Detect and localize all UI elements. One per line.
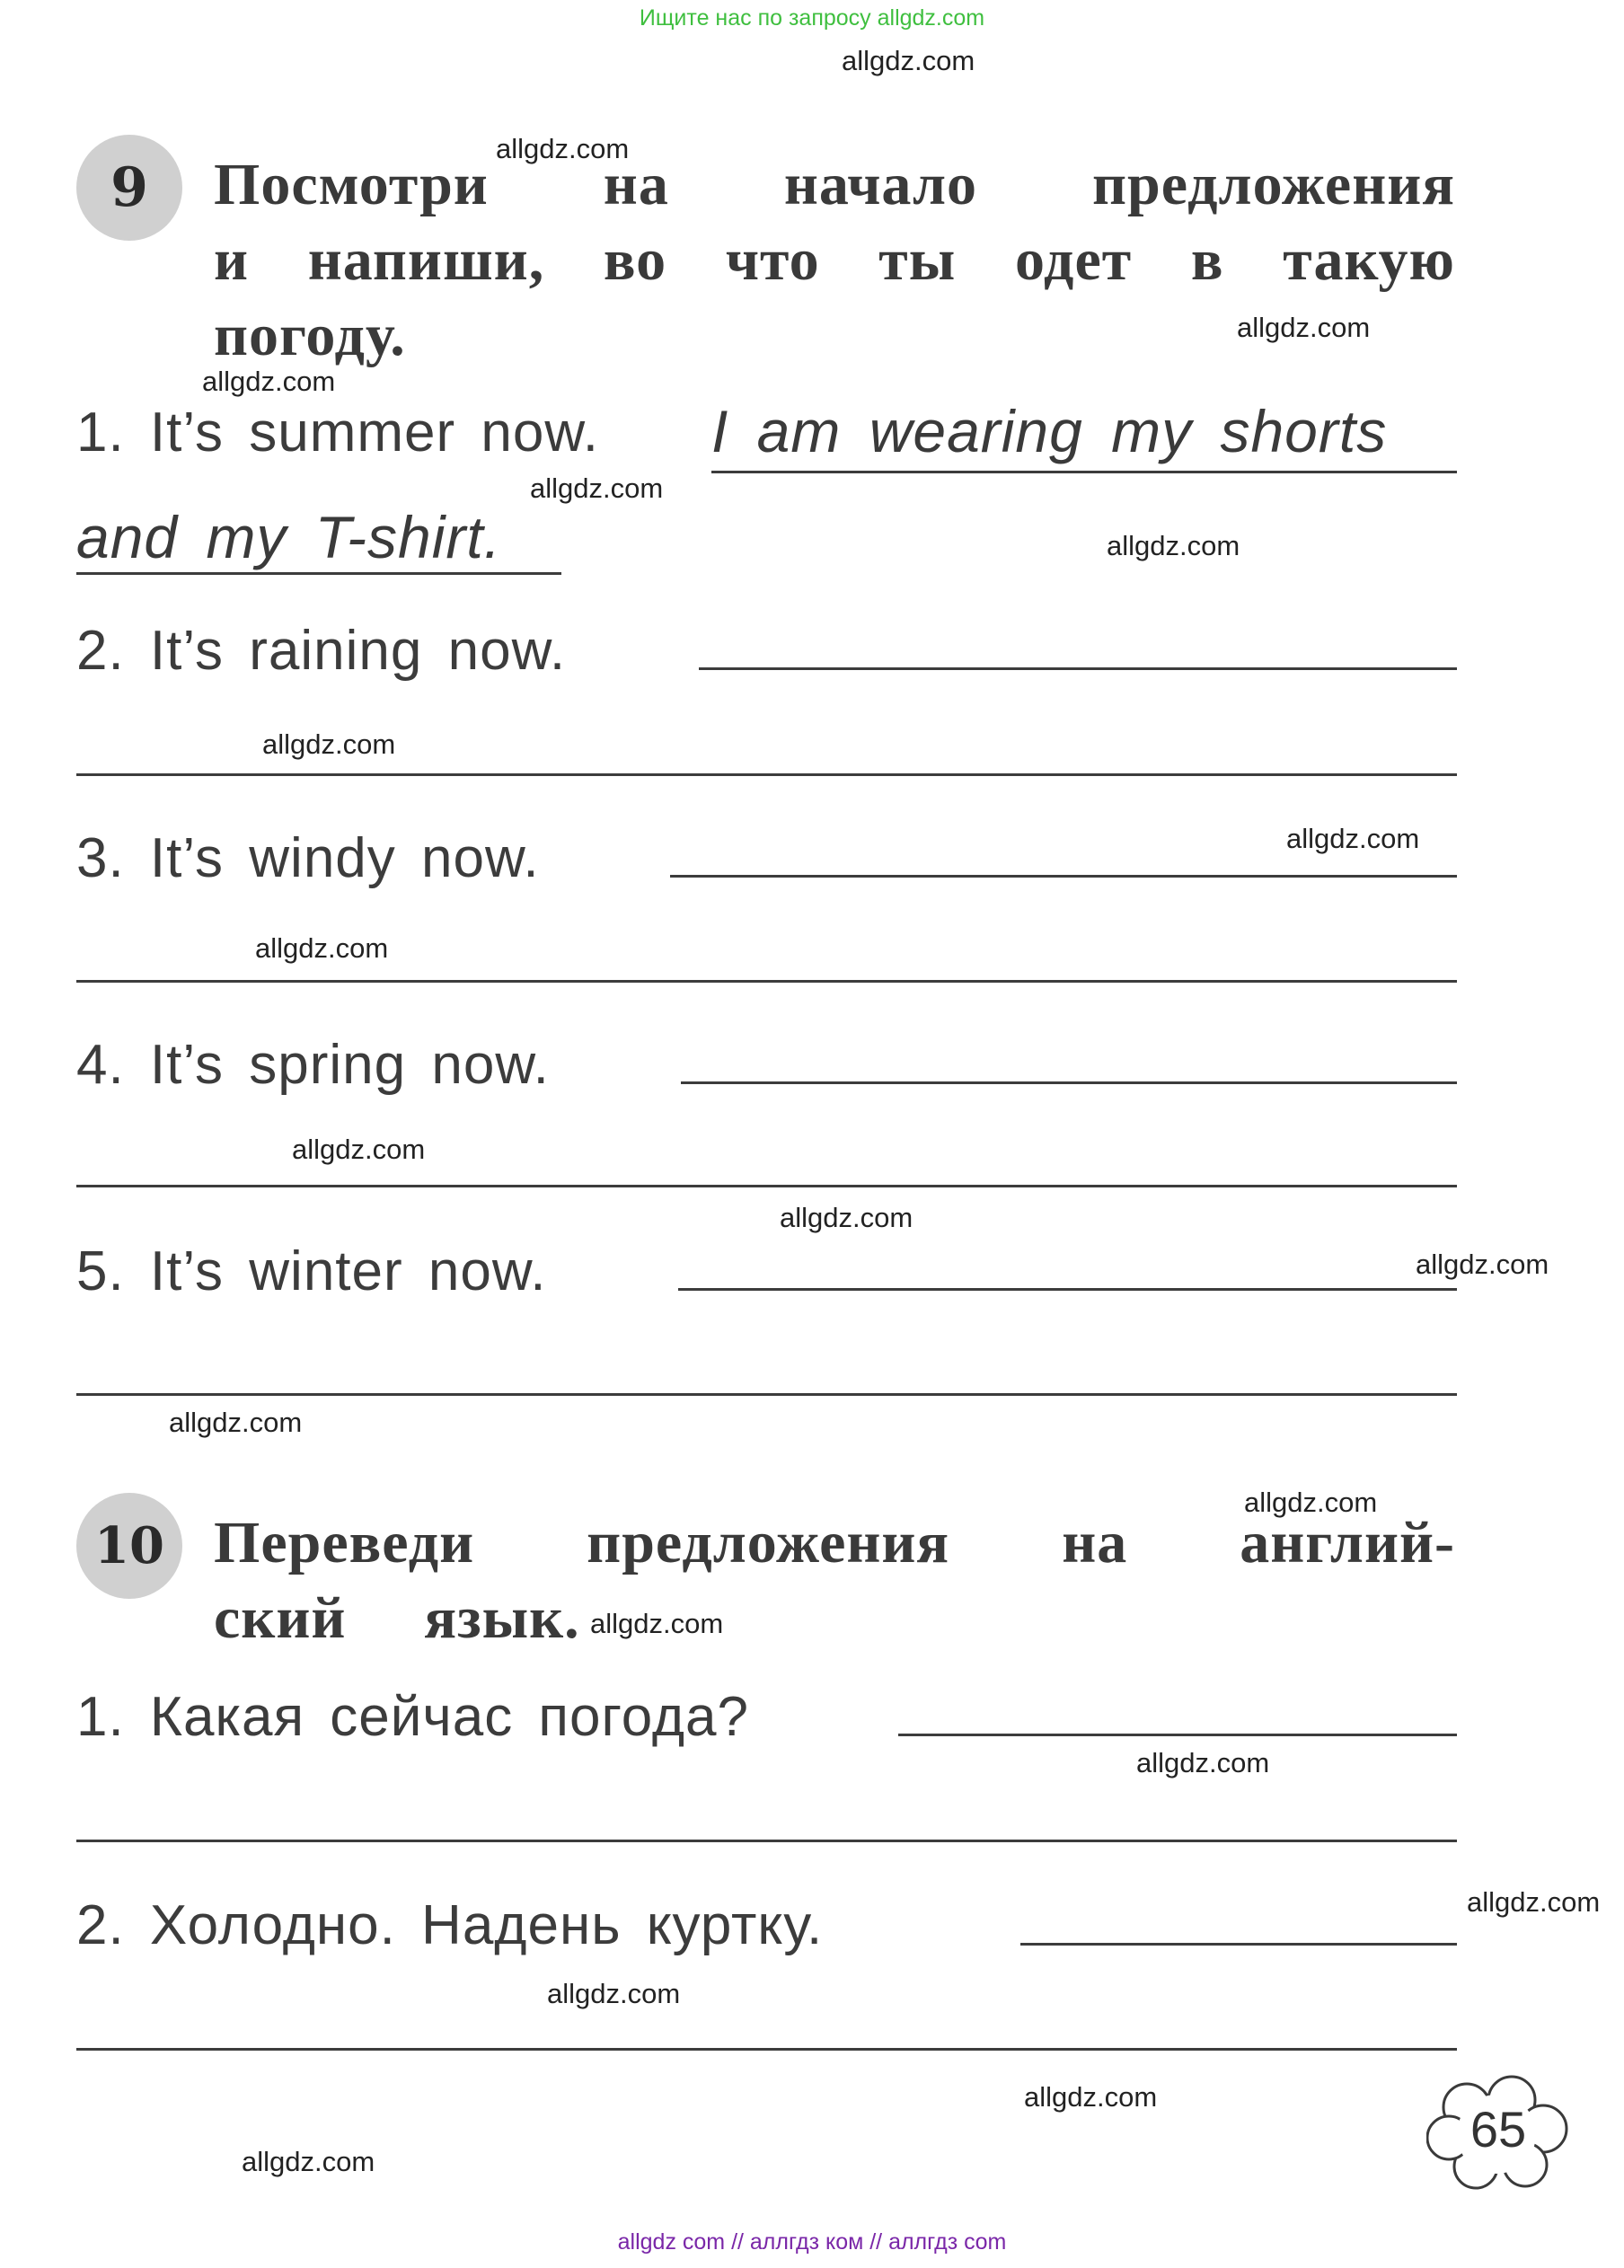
instruction-line-1: Переведи предложения на англий- bbox=[214, 1510, 1455, 1575]
watermark: allgdz.com bbox=[1286, 823, 1420, 854]
page-number: 65 bbox=[1470, 2101, 1527, 2158]
ex9-item-5-prompt: 5. It’s winter now. bbox=[76, 1240, 547, 1302]
ex9-item-4-answer-line-1[interactable] bbox=[681, 1081, 1457, 1084]
ex9-item-2-answer-line-1[interactable] bbox=[699, 667, 1457, 670]
watermark: allgdz.com bbox=[255, 932, 389, 964]
ex9-item-5-answer-line-1[interactable] bbox=[678, 1288, 1457, 1291]
ex9-item-1-prompt: 1. It’s summer now. bbox=[76, 402, 599, 463]
ex9-item-5-answer-line-2[interactable] bbox=[76, 1393, 1457, 1396]
ex10-item-2-answer-line-2[interactable] bbox=[76, 2048, 1457, 2051]
top-search-note: Ищите нас по запросу allgdz.com bbox=[639, 5, 985, 31]
footer-links: allgdz com // аллгдз ком // аллгдз com bbox=[617, 2229, 1007, 2255]
watermark: allgdz.com bbox=[1244, 1487, 1378, 1518]
instruction-line-2: ский язык. bbox=[214, 1585, 580, 1651]
exercise-9-badge bbox=[76, 135, 182, 241]
exercise-10-badge bbox=[76, 1493, 182, 1599]
watermark: allgdz.com bbox=[590, 1608, 724, 1639]
ex9-item-1-answer-line-2 bbox=[76, 572, 561, 575]
ex9-item-4-prompt: 4. It’s spring now. bbox=[76, 1034, 550, 1096]
ex9-item-3-answer-line-1[interactable] bbox=[670, 875, 1457, 878]
ex9-item-1-answer-part2: and my T-shirt. bbox=[76, 504, 502, 570]
ex10-item-2-answer-line-1[interactable] bbox=[1020, 1943, 1457, 1946]
watermark: allgdz.com bbox=[780, 1202, 914, 1233]
exercise-10-instruction bbox=[214, 1505, 1455, 1656]
ex10-item-1-prompt: 1. Какая сейчас погода? bbox=[76, 1686, 749, 1748]
watermark: allgdz.com bbox=[1416, 1249, 1549, 1280]
ex9-item-3-answer-line-2[interactable] bbox=[76, 980, 1457, 983]
ex10-item-2-prompt: 2. Холодно. Надень куртку. bbox=[76, 1894, 824, 1956]
ex9-item-2-prompt: 2. It’s raining now. bbox=[76, 620, 567, 682]
ex9-item-4-answer-line-2[interactable] bbox=[76, 1185, 1457, 1187]
watermark: allgdz.com bbox=[1024, 2081, 1158, 2113]
watermark: allgdz.com bbox=[842, 45, 975, 76]
watermark: allgdz.com bbox=[1237, 312, 1371, 343]
ex9-item-3-prompt: 3. It’s windy now. bbox=[76, 827, 540, 889]
exercise-9-number: 9 bbox=[110, 156, 148, 219]
watermark: allgdz.com bbox=[530, 472, 664, 504]
watermark: allgdz.com bbox=[262, 728, 396, 760]
instruction-line-2: и напиши, во что ты одет в такую bbox=[214, 227, 1455, 293]
exercise-10-number: 10 bbox=[94, 1516, 164, 1575]
watermark: allgdz.com bbox=[1136, 1747, 1270, 1778]
watermark: allgdz.com bbox=[1467, 1886, 1601, 1918]
ex9-item-2-answer-line-2[interactable] bbox=[76, 773, 1457, 776]
page-number-flower bbox=[1426, 2073, 1570, 2194]
ex9-item-1-answer-part1: I am wearing my shorts bbox=[711, 398, 1388, 464]
ex10-item-1-answer-line-2[interactable] bbox=[76, 1840, 1457, 1842]
watermark: allgdz.com bbox=[547, 1978, 681, 2009]
watermark: allgdz.com bbox=[169, 1407, 303, 1438]
instruction-line-1: Посмотри на начало предложения bbox=[214, 152, 1455, 217]
watermark: allgdz.com bbox=[496, 133, 630, 164]
watermark: allgdz.com bbox=[242, 2146, 375, 2177]
watermark: allgdz.com bbox=[292, 1134, 426, 1165]
watermark: allgdz.com bbox=[1107, 530, 1240, 561]
instruction-line-3: погоду. bbox=[214, 303, 406, 368]
ex10-item-1-answer-line-1[interactable] bbox=[898, 1734, 1457, 1736]
watermark: allgdz.com bbox=[202, 366, 336, 397]
ex9-item-1-answer-line-1 bbox=[711, 471, 1457, 473]
